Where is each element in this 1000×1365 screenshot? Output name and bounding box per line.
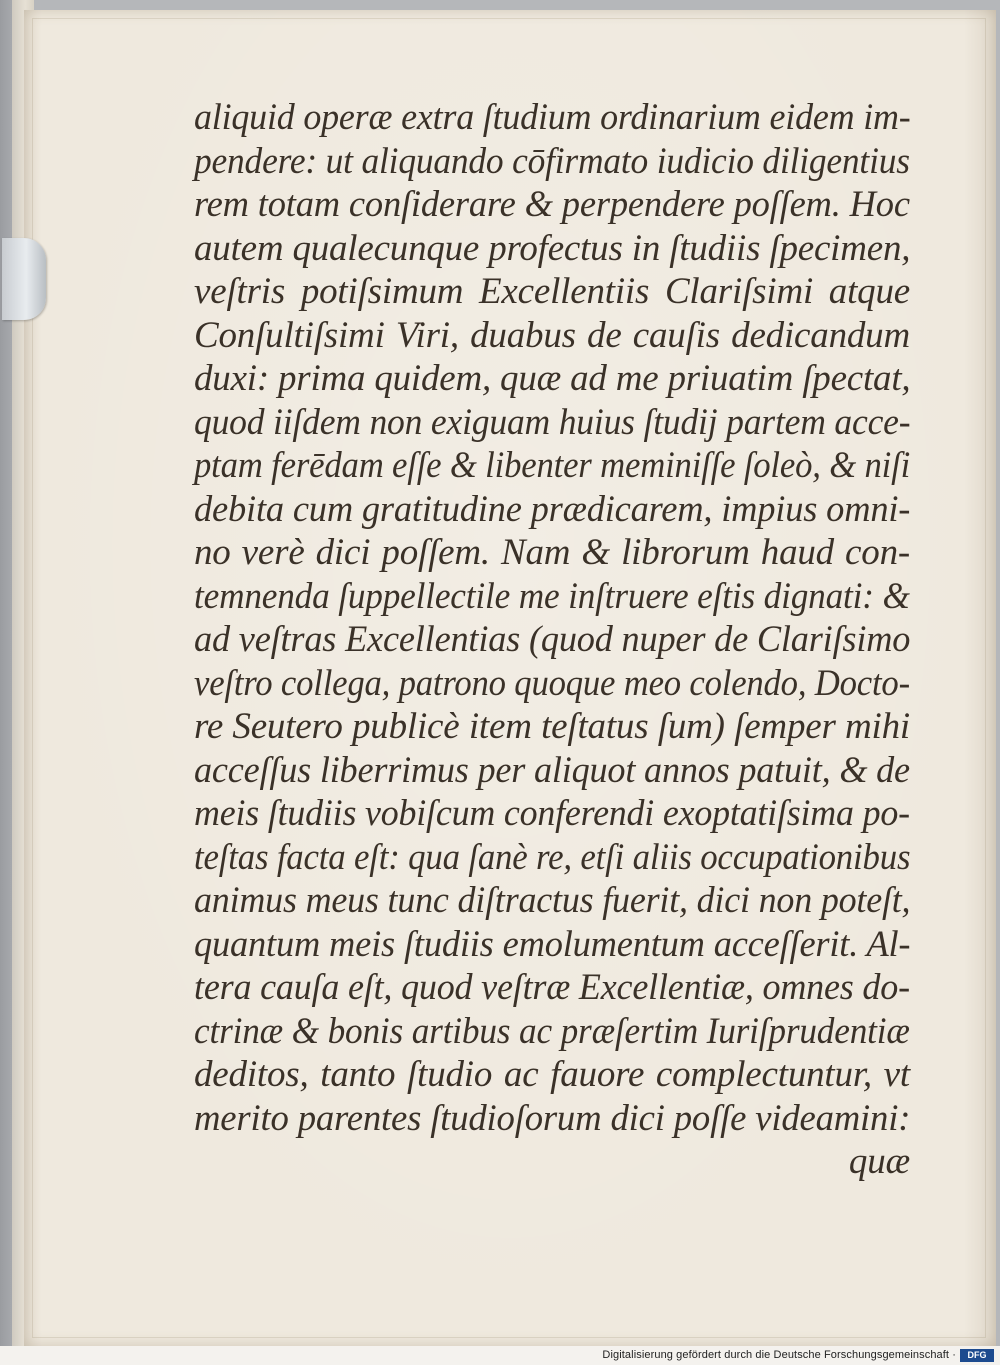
text-line: autem qualecunque profectus in ſtudiis ſpecimen, — [194, 227, 911, 269]
text-line: quantum meis ſtudiis emolumentum acceſſerit. Al- — [194, 923, 911, 965]
text-line: temnenda ſuppellectile me inſtruere eſtis dignati: & — [194, 575, 910, 617]
text-line: tera cauſa eſt, quod veſtræ Excellentiæ, omnes do- — [194, 967, 910, 1008]
text-line: ad veſtras Excellentias (quod nuper de Clariſsimo — [194, 619, 911, 660]
text-line: re Seutero publicè item teſtatus ſum) ſemper mihi — [194, 706, 910, 747]
funding-credit: Digitalisierung gefördert durch die Deutsche Forschungsgemeinschaft · — [602, 1349, 956, 1361]
text-line: Conſultiſsimi Viri, duabus de cauſis dedicandum — [194, 314, 910, 356]
text-line: veſtris potiſsimum Excellentiis Clariſsimi atque — [194, 271, 910, 312]
text-line: ptam ferēdam eſſe & libenter meminiſſe ſoleò, & niſi — [194, 445, 911, 486]
dfg-logo-icon: DFG — [960, 1349, 994, 1362]
text-line: aliquid operæ extra ſtudium ordinarium eidem im- — [194, 97, 911, 138]
text-line: ctrinæ & bonis artibus ac præſertim Iuriſprudentiæ — [194, 1010, 910, 1052]
text-line: no verè dici poſſem. Nam & librorum haud con- — [194, 532, 910, 573]
text-line: rem totam conſiderare & perpendere poſſem. Hoc — [194, 184, 910, 225]
text-line: veſtro collega, patrono quoque meo colendo, Docto- — [194, 662, 910, 704]
book-page — [24, 10, 996, 1346]
text-line: animus meus tunc diſtractus fuerit, dici non poteſt, — [194, 880, 911, 921]
page-text — [194, 96, 910, 1184]
text-line: quod iiſdem non exiguam huius ſtudij partem acce- — [194, 401, 911, 443]
text-line: acceſſus liberrimus per aliquot annos patuit, & de — [194, 749, 910, 791]
catchword: quæ — [848, 1141, 910, 1182]
text-line: meis ſtudiis vobiſcum conferendi exoptatiſsima po- — [194, 793, 910, 834]
page-clip — [2, 238, 46, 320]
digitization-footer — [0, 1346, 1000, 1365]
text-line: debita cum gratitudine prædicarem, impius omni- — [194, 488, 911, 530]
text-line: deditos, tanto ſtudio ac fauore complectuntur, vt — [194, 1054, 910, 1095]
text-line: teſtas facta eſt: qua ſanè re, etſi aliis occupationibus — [194, 836, 911, 878]
text-line: pendere: ut aliquando cōfirmato iudicio diligentius — [194, 140, 910, 182]
text-line: duxi: prima quidem, quæ ad me priuatim ſpectat, — [194, 358, 911, 399]
text-line: merito parentes ſtudioſorum dici poſſe videamini: — [194, 1097, 911, 1139]
